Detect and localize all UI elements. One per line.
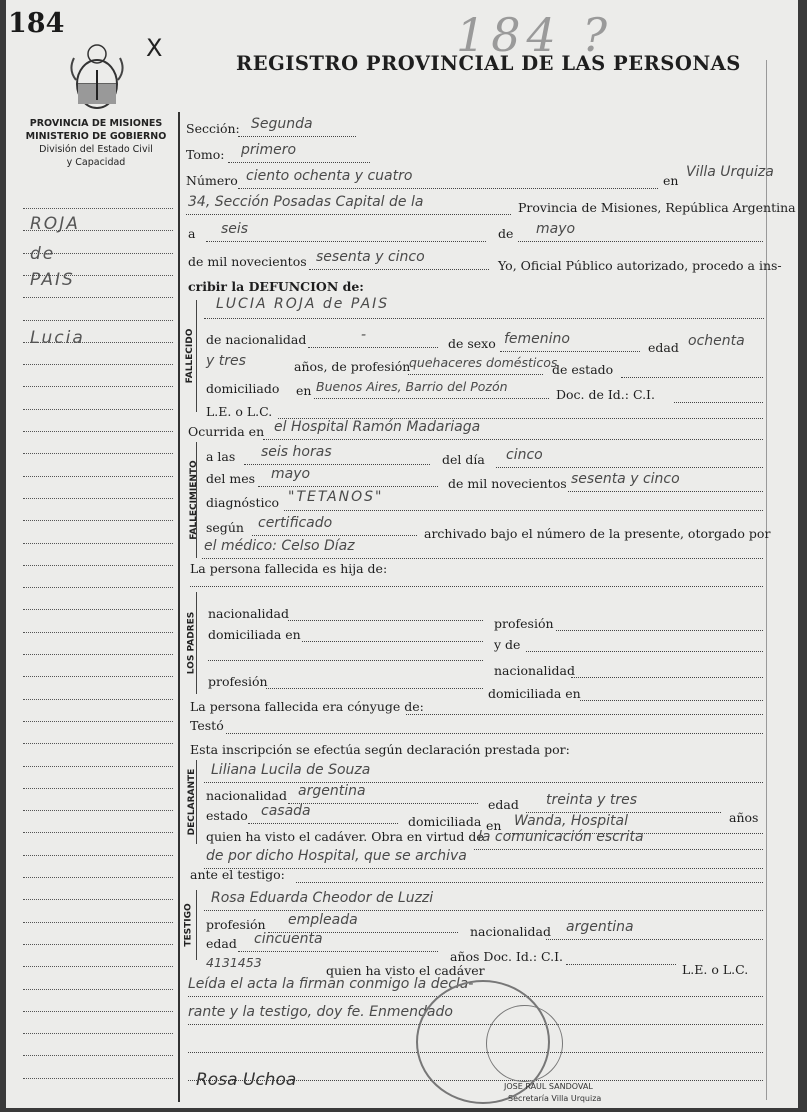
label-dom-padre: domiciliada en (208, 627, 301, 642)
label-inscripcion: Esta inscripción se efectúa según declaración prestada por: (190, 742, 570, 757)
line-testigo-nombre (204, 910, 763, 911)
x-mark: X (146, 34, 163, 62)
line-nac-decl (288, 803, 478, 804)
hw-estado-decl: casada (261, 803, 311, 819)
line-diagnostico (284, 510, 763, 511)
line-medico (202, 558, 763, 559)
hw-testigo: Rosa Eduarda Cheodor de Luzzi (211, 890, 434, 906)
authority-division-2: y Capacidad (66, 157, 126, 168)
issuing-authority (16, 117, 176, 169)
section-declarante (182, 760, 197, 844)
margin-rule (23, 743, 173, 744)
label-estado-decl: estado (206, 808, 248, 823)
signature-testigo: Rosa Uchoa (196, 1070, 297, 1090)
line-estado-decl (248, 823, 398, 824)
line-padres-extra (208, 660, 483, 661)
hw-seccion: Segunda (251, 116, 313, 132)
label-dom-madre: domiciliada en (488, 686, 581, 701)
label-nac-padre: nacionalidad (208, 606, 289, 621)
line-prof-padre (556, 630, 763, 631)
hw-edad-testigo: cincuenta (254, 931, 323, 947)
margin-rule (23, 543, 173, 544)
hw-en: Villa Urquiza (686, 164, 774, 180)
top-handwritten-number: 184 ? (456, 8, 614, 62)
label-anos-doc: años Doc. Id.: C.I. (450, 949, 564, 964)
margin-rule (23, 297, 173, 298)
hw-numero: ciento ochenta y cuatro (246, 168, 413, 184)
margin-rule (23, 320, 173, 321)
label-en-dom: en (296, 383, 312, 398)
line-testo (226, 733, 763, 734)
line-virtud-2 (204, 868, 763, 869)
margin-rule (23, 565, 173, 566)
label-conyuge: La persona fallecida era cónyuge de: (190, 699, 424, 714)
line-virtud (474, 849, 763, 850)
line-hora (244, 464, 430, 465)
hw-edad-decl: treinta y tres (546, 792, 638, 808)
label-a: a (188, 226, 196, 241)
line-nac-madre (571, 677, 763, 678)
margin-rule (23, 476, 173, 477)
stamp-office: Secretaría Villa Urquiza (508, 1094, 602, 1103)
coat-of-arms-icon (68, 40, 126, 116)
line-conyuge (406, 714, 763, 715)
label-edad: edad (648, 340, 679, 355)
line-nacionalidad (308, 347, 438, 348)
label-oficial: Yo, Oficial Público autorizado, procedo a ins- (498, 258, 782, 273)
margin-rule (23, 364, 173, 365)
margin-rule (23, 632, 173, 633)
margin-rule (23, 832, 173, 833)
label-domiciliado: domiciliado (206, 381, 280, 396)
line-padre (190, 586, 763, 587)
label-prof-madre: profesión (208, 674, 268, 689)
margin-rule (23, 766, 173, 767)
hw-sexo: femenino (504, 331, 570, 347)
hw-nac-decl: argentina (298, 783, 366, 799)
hw-leida: Leída el acta la firman conmigo la decla- (188, 976, 474, 992)
hw-anio: sesenta y cinco (316, 249, 425, 265)
margin-note-pais: PAIS (30, 270, 75, 290)
line-estado (621, 377, 763, 378)
label-tomo: Tomo: (186, 147, 225, 162)
label-dom-decl: domiciliada (408, 814, 482, 829)
margin-rule (23, 699, 173, 700)
label-estado: de estado (552, 362, 614, 377)
margin-rule (23, 498, 173, 499)
label-archivado: archivado bajo el número de la presente, otorgado por (424, 526, 771, 541)
authority-province: PROVINCIA DE MISIONES (29, 118, 163, 129)
stamp-name: JOSE RAUL SANDOVAL (504, 1082, 593, 1091)
hw-dia: cinco (506, 447, 543, 463)
label-nacionalidad: de nacionalidad (206, 332, 307, 347)
label-anos-decl: años (729, 810, 759, 825)
hw-profesion: quehaceres domésticos (409, 355, 558, 370)
hw-ocurrida: el Hospital Ramón Madariaga (274, 419, 481, 435)
line-sexo (500, 351, 640, 352)
hw-domicilio: Buenos Aires, Barrio del Pozón (316, 379, 508, 394)
margin-rule (23, 386, 173, 387)
document-title: REGISTRO PROVINCIAL DE LAS PERSONAS (236, 52, 741, 75)
document-page (6, 0, 798, 1108)
label-doc: Doc. de Id.: C.I. (556, 387, 655, 402)
margin-note-surname: ROJA (30, 214, 80, 234)
label-cribir: cribir la DEFUNCION de: (188, 279, 364, 294)
hw-edad: ochenta (688, 333, 745, 349)
label-edad-decl: edad (488, 797, 519, 812)
margin-rule (23, 877, 173, 878)
section-fallecido (182, 300, 197, 412)
line-dom-madre (580, 700, 763, 701)
line-dom-padre (302, 641, 483, 642)
margin-rule (23, 788, 173, 789)
margin-note-name: Lucia (30, 328, 85, 348)
line-mes (258, 486, 438, 487)
label-numero: Número (186, 173, 238, 188)
label-nac-testigo: nacionalidad (470, 924, 551, 939)
line-seccion (238, 136, 356, 137)
label-de: de (498, 226, 514, 241)
margin-rule (23, 676, 173, 677)
margin-rule (23, 1055, 173, 1056)
margin-rule (23, 966, 173, 967)
line-nac-padre (288, 620, 483, 621)
label-hija-de: La persona fallecida es hija de: (190, 561, 388, 576)
line-anio (309, 269, 489, 270)
label-ocurrida: Ocurrida en (188, 424, 265, 439)
label-edad-testigo: edad (206, 936, 237, 951)
hw-mes: mayo (536, 221, 576, 237)
margin-rule (23, 989, 173, 990)
line-nac-testigo (546, 939, 763, 940)
hw-declarante: Liliana Lucila de Souza (211, 762, 371, 778)
section-testigo-label: TESTIGO (183, 903, 194, 947)
label-le-lc-testigo: L.E. o L.C. (682, 962, 749, 977)
label-segun: según (206, 520, 244, 535)
line-a (206, 241, 486, 242)
label-de-mil: de mil novecientos (188, 254, 307, 269)
line-nombre (204, 318, 764, 319)
hw-nacionalidad: - (361, 327, 367, 343)
line-tomo (228, 162, 370, 163)
label-en-decl: en (486, 818, 502, 833)
label-del-mes: del mes (206, 471, 256, 486)
hw-dom-decl: Wanda, Hospital (514, 813, 629, 829)
label-quien: quien ha visto el cadáver. Obra en virtud de (206, 829, 484, 844)
line-doc (674, 402, 763, 403)
label-nac-madre: nacionalidad (494, 663, 575, 678)
margin-rule (23, 899, 173, 900)
margin-rule (23, 944, 173, 945)
margin-rule (23, 587, 173, 588)
section-padres (182, 592, 197, 694)
line-ci-testigo (566, 964, 676, 965)
right-border (766, 60, 767, 1100)
margin-rule (23, 431, 173, 432)
label-testo: Testó (190, 718, 224, 733)
hw-mes-fallec: mayo (271, 466, 311, 482)
authority-ministry: MINISTERIO DE GOBIERNO (25, 131, 167, 142)
label-en: en (663, 173, 679, 188)
line-testigo-ante (296, 882, 763, 883)
margin-rule (23, 520, 173, 521)
margin-rule (23, 654, 173, 655)
label-de-mil-2: de mil novecientos (448, 476, 567, 491)
section-declarante-label: DECLARANTE (186, 768, 197, 836)
hw-edad-2: y tres (206, 353, 246, 369)
line-lugar (186, 214, 511, 215)
hw-anio-2: sesenta y cinco (571, 471, 680, 487)
hw-nombre: LUCIA ROJA de PAIS (216, 296, 390, 312)
margin-rule (23, 922, 173, 923)
line-domicilio (314, 398, 549, 399)
section-fallecimiento-label: FALLECIMIENTO (188, 460, 199, 540)
section-padres-label: LOS PADRES (186, 611, 197, 675)
line-anio-2 (568, 491, 763, 492)
section-fallecimiento (182, 442, 197, 558)
hw-leida-2: rante y la testigo, doy fe. Enmendado (188, 1004, 453, 1020)
line-dia (496, 467, 763, 468)
margin-rule (23, 855, 173, 856)
margin-rule (23, 721, 173, 722)
margin-rule (23, 409, 173, 410)
official-stamp-inner (486, 1005, 563, 1082)
label-del-dia: del día (442, 452, 485, 467)
margin-rule (23, 1011, 173, 1012)
label-testigo: ante el testigo: (190, 867, 285, 882)
hw-a: seis (221, 221, 249, 237)
hw-virtud: la comunicación escrita (478, 829, 644, 845)
hw-medico: el médico: Celso Díaz (204, 538, 355, 554)
margin-rule (23, 810, 173, 811)
label-y-de: y de (494, 637, 521, 652)
label-nac-decl: nacionalidad (206, 788, 287, 803)
line-madre (526, 651, 763, 652)
hw-diagnostico: "TETANOS" (288, 489, 384, 505)
hw-ci-testigo: 4131453 (206, 955, 262, 970)
section-testigo (182, 890, 197, 960)
label-provincia: Provincia de Misiones, República Argentina (518, 200, 796, 215)
label-sexo: de sexo (448, 336, 496, 351)
margin-rule (23, 1078, 173, 1079)
margin-divider (178, 112, 180, 1102)
label-le-lc: L.E. o L.C. (206, 404, 273, 419)
hw-nac-testigo: argentina (566, 919, 634, 935)
line-declarante (204, 782, 763, 783)
label-seccion: Sección: (186, 121, 240, 136)
margin-rule (23, 1033, 173, 1034)
line-segun (252, 535, 417, 536)
section-fallecido-label: FALLECIDO (185, 328, 196, 384)
margin-rule (23, 609, 173, 610)
margin-rule (23, 208, 173, 209)
label-diagnostico: diagnóstico (206, 495, 279, 510)
page-number: 184 (8, 8, 65, 39)
line-ocurrida (263, 439, 763, 440)
line-edad-testigo (238, 951, 438, 952)
line-profesion (408, 374, 543, 375)
margin-rule (23, 453, 173, 454)
hw-segun: certificado (258, 515, 333, 531)
label-prof-padre: profesión (494, 616, 554, 631)
label-anos-profesion: años, de profesión (294, 359, 411, 374)
margin-note-de: de (30, 244, 56, 264)
line-de (518, 241, 763, 242)
hw-tomo: primero (241, 142, 297, 158)
hw-hora: seis horas (261, 444, 332, 460)
hw-prof-testigo: empleada (288, 912, 358, 928)
line-prof-madre (266, 688, 483, 689)
label-a-las: a las (206, 449, 236, 464)
line-numero (238, 188, 658, 189)
label-prof-testigo: profesión (206, 917, 266, 932)
hw-virtud-2: de por dicho Hospital, que se archiva (206, 848, 467, 864)
authority-division: División del Estado Civil (39, 144, 153, 155)
label-quien-2: quien ha visto el cadáver (326, 963, 485, 978)
hw-lugar: 34, Sección Posadas Capital de la (188, 194, 424, 210)
